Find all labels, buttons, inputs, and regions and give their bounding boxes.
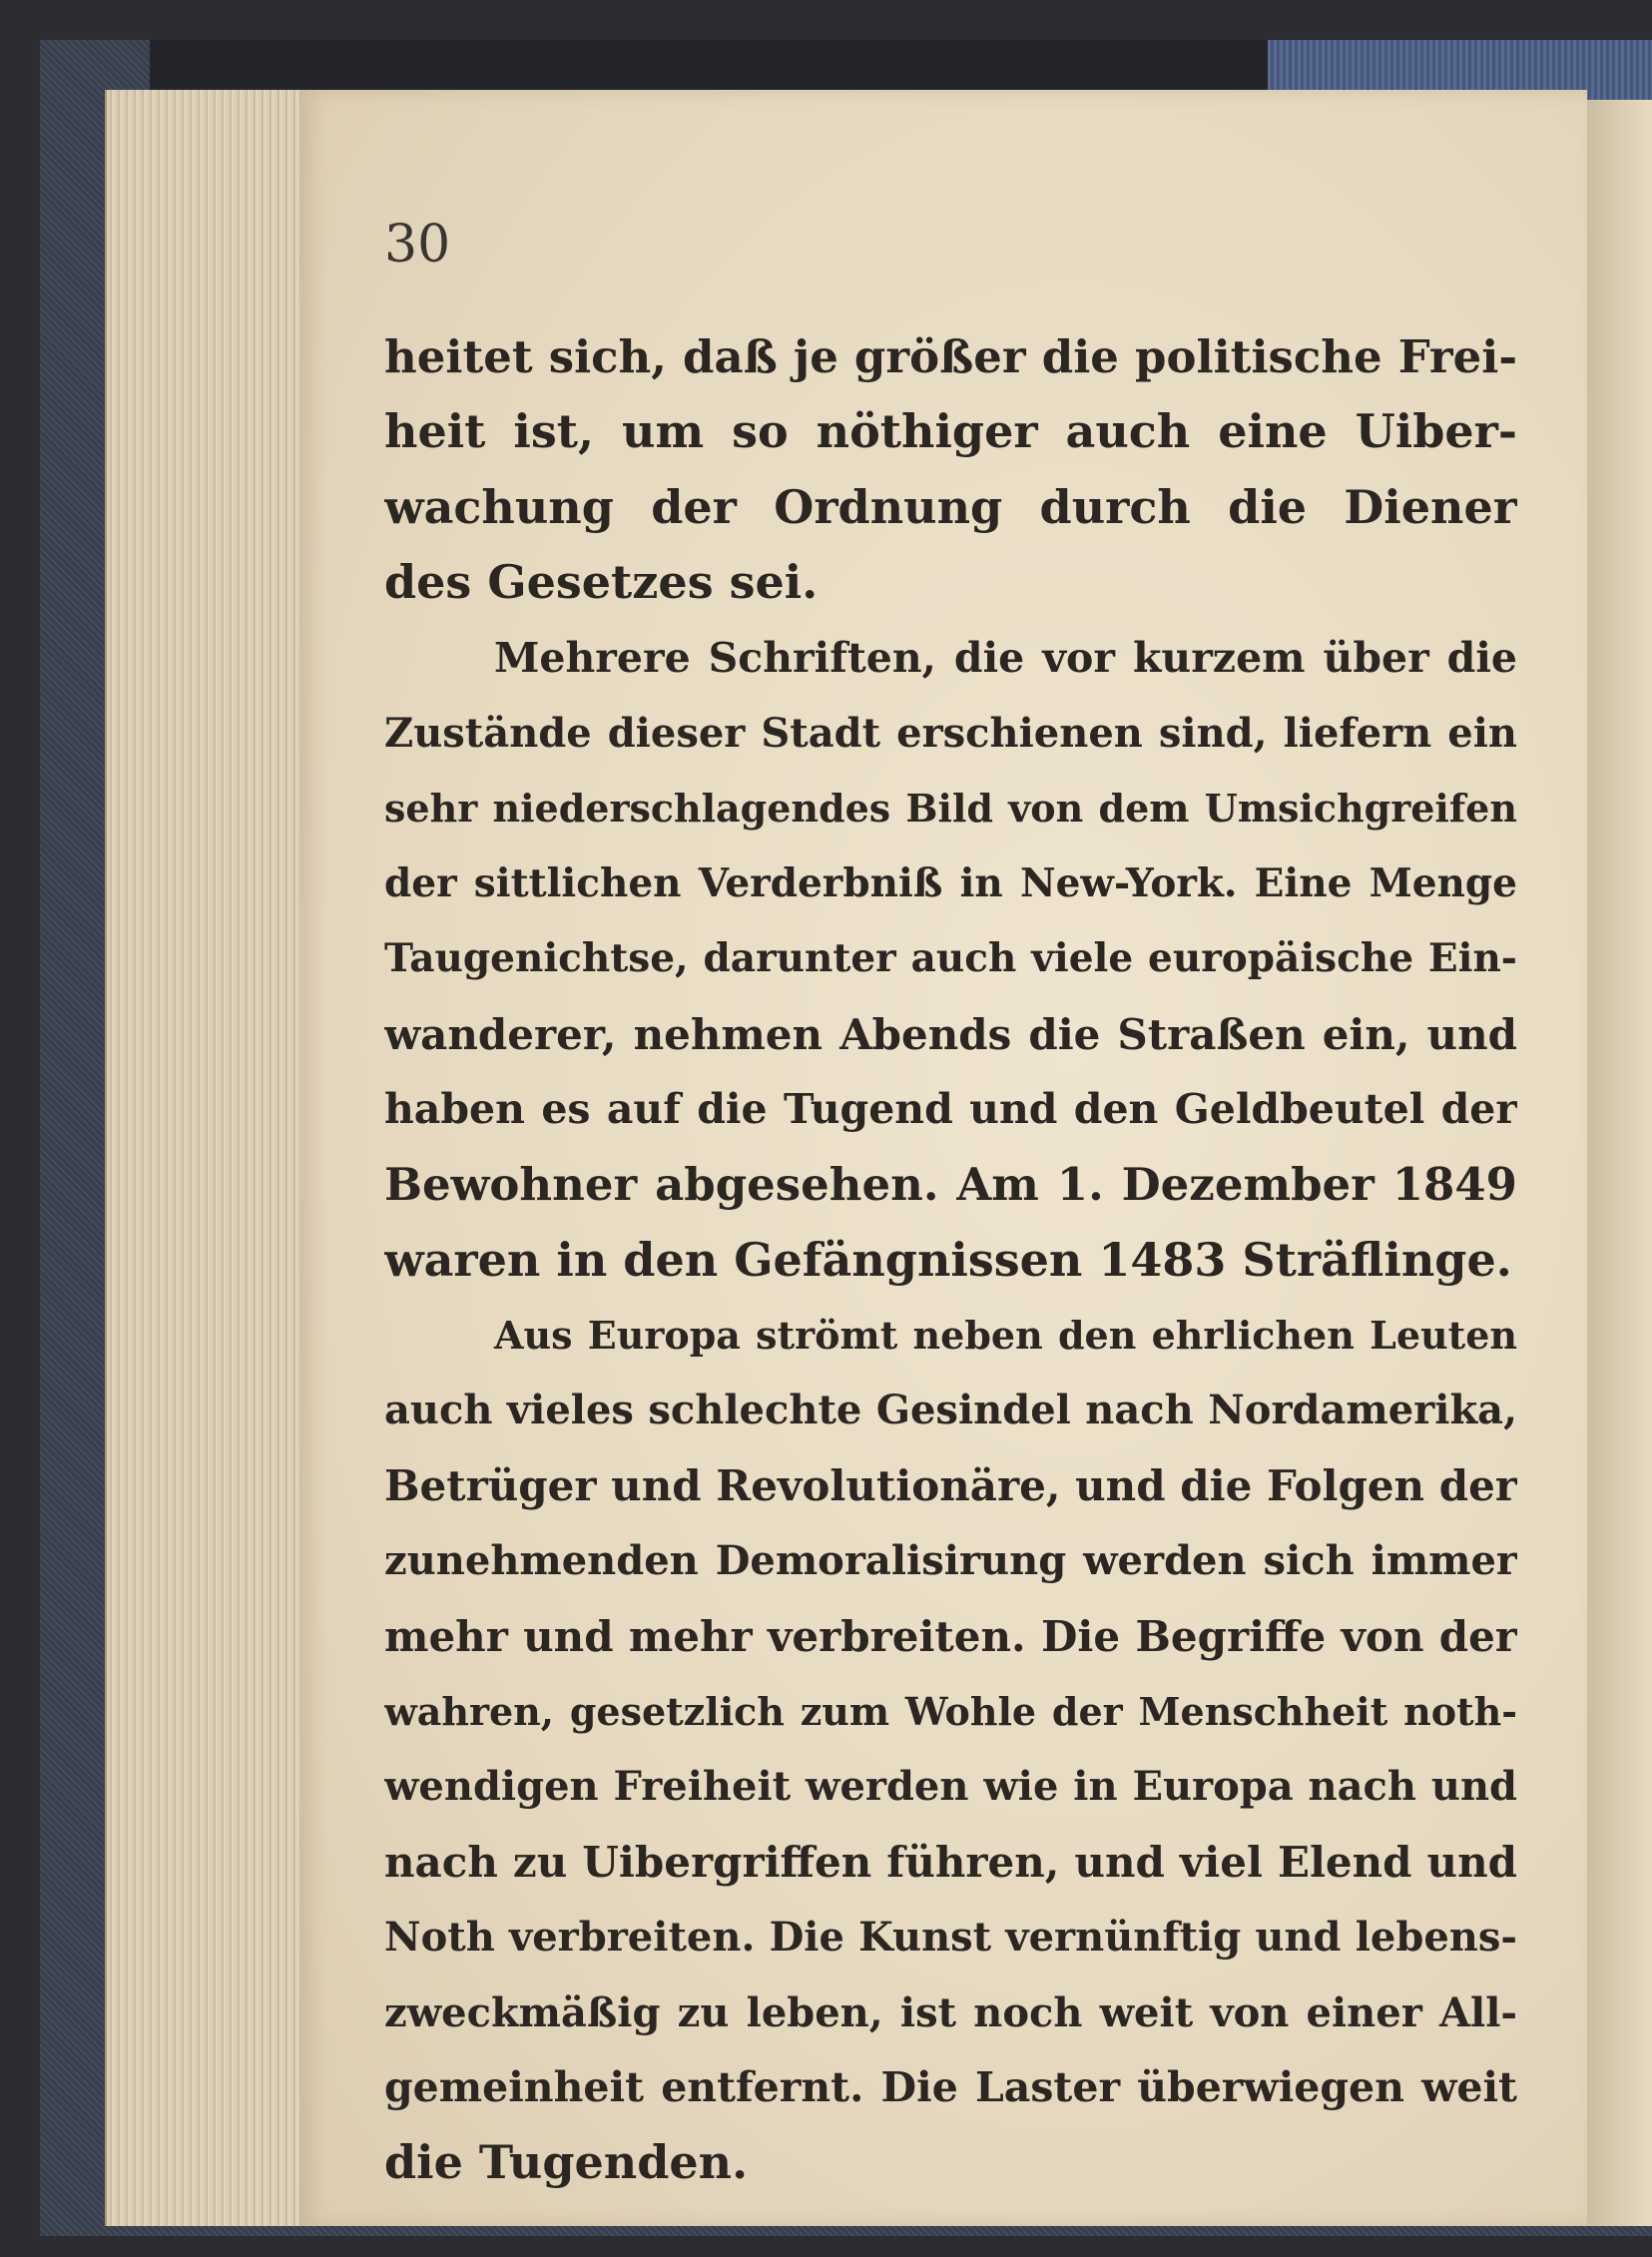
text-line: nach zu Uibergriffen führen, und viel Elend und [384, 1837, 1517, 1887]
text-line: Mehrere Schriften, die vor kurzem über die [494, 633, 1517, 682]
text-line: des Gesetzes sei. [384, 555, 819, 610]
text-line: Zustände dieser Stadt erschienen sind, liefern ein [384, 709, 1517, 757]
text-line: Aus Europa strömt neben den ehrlichen Leuten [494, 1313, 1517, 1359]
text-line: Bewohner abgesehen. Am 1. Dezember 1849 [384, 1158, 1517, 1212]
text-line: heitet sich, daß je größer die politische Frei- [384, 330, 1517, 383]
text-line: Taugenichtse, darunter auch viele europäische Ein- [384, 935, 1517, 982]
text-line: auch vieles schlechte Gesindel nach Nordamerika, [384, 1387, 1517, 1434]
text-line: zweckmäßig zu leben, ist noch weit von einer All- [384, 1988, 1517, 2036]
facing-page-edge [1585, 100, 1652, 2226]
page-number: 30 [384, 215, 451, 275]
text-line: wachung der Ordnung durch die Diener [384, 479, 1517, 534]
page-stack-edge [105, 90, 316, 2226]
text-line: die Tugenden. [384, 2135, 749, 2190]
text-line: wanderer, nehmen Abends die Straßen ein, und [384, 1009, 1517, 1059]
text-line: wendigen Freiheit werden wie in Europa nach und [384, 1763, 1517, 1811]
text-line: Betrüger und Revolutionäre, und die Folgen der [384, 1460, 1517, 1510]
text-line: Noth verbreiten. Die Kunst vernünftig und lebens- [384, 1914, 1517, 1962]
text-line: heit ist, um so nöthiger auch eine Uiber- [384, 404, 1517, 459]
text-line: haben es auf die Tugend und den Geldbeutel der [384, 1084, 1517, 1133]
text-line: der sittlichen Verderbniß in New-York. Eine Menge [384, 859, 1517, 906]
text-line: zunehmenden Demoralisirung werden sich immer [384, 1537, 1517, 1585]
text-line: wahren, gesetzlich zum Wohle der Menschheit noth- [384, 1689, 1517, 1735]
text-line: mehr und mehr verbreiten. Die Begriffe von der [384, 1611, 1517, 1661]
page-text [384, 319, 1517, 2201]
text-line: waren in den Gefängnissen 1483 Sträflinge. [384, 1232, 1512, 1287]
text-line: sehr niederschlagendes Bild von dem Umsichgreifen [384, 786, 1517, 832]
text-line: gemeinheit entfernt. Die Laster überwiegen weit [384, 2062, 1517, 2111]
